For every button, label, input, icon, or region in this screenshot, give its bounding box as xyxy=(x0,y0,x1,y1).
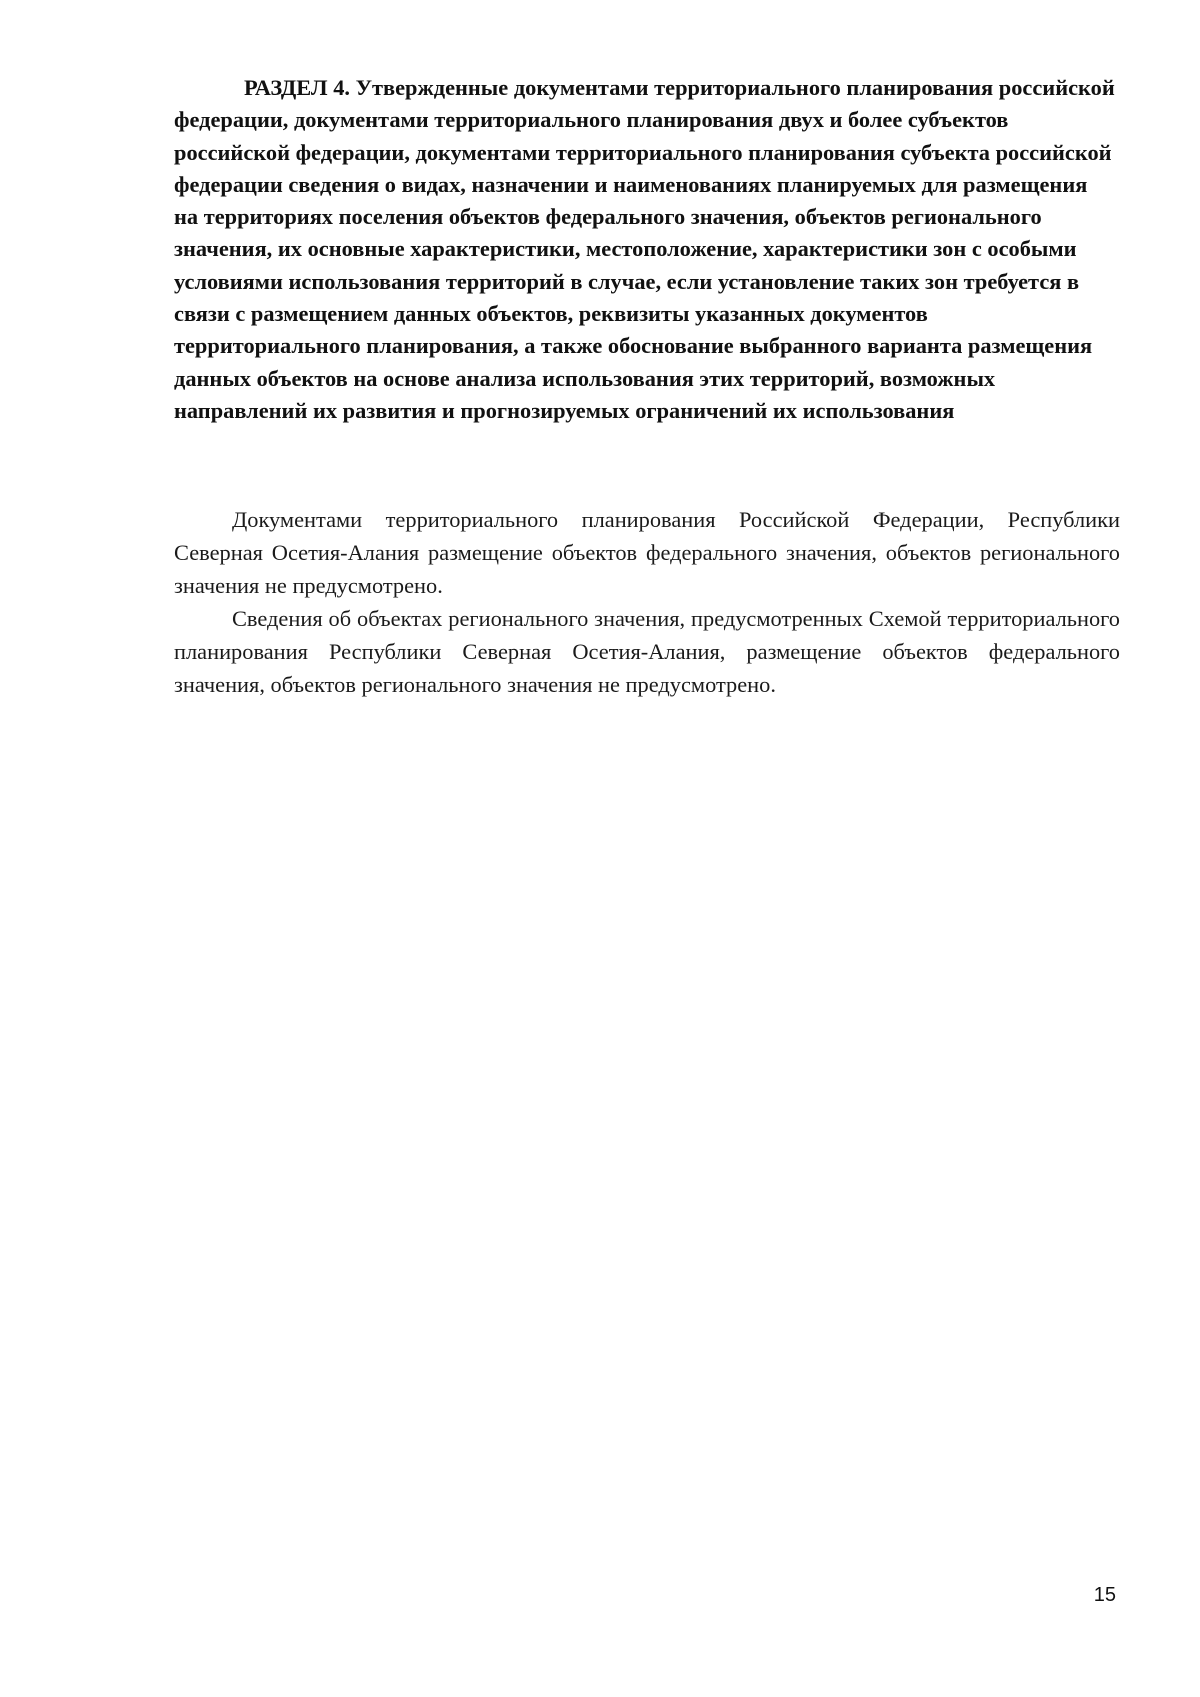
body-text xyxy=(174,503,1120,701)
paragraph-1: Документами территориального планирования Российской Федерации, Республики Северная Осетия-Алания размещение объектов федерального значения, объектов регионального значения не предусмотрено. xyxy=(174,507,1120,598)
page-number: 15 xyxy=(1093,1584,1116,1606)
paragraph-2: Сведения об объектах регионального значения, предусмотренных Схемой территориального планирования Республики Северная Осетия-Алания, размещение объектов федерального значения, объектов регионального значения не предусмотрено. xyxy=(174,606,1120,697)
section-heading: РАЗДЕЛ 4. Утвержденные документами территориального планирования российской федерации, документами территориального планирования двух и более субъектов российской федерации, документами территориального планирования субъекта российской федерации сведения о видах, назначении и наименованиях планируемых для размещения на территориях поселения объектов федерального значения, объектов регионального значения, их основные характеристики, местоположение, характеристики зон с особыми условиями использования территорий в случае, если установление таких зон требуется в связи с размещением данных объектов, реквизиты указанных документов территориального планирования, а также обоснование выбранного варианта размещения данных объектов на основе анализа использования этих территорий, возможных направлений их развития и прогнозируемых ограничений их использования xyxy=(174,75,1115,423)
